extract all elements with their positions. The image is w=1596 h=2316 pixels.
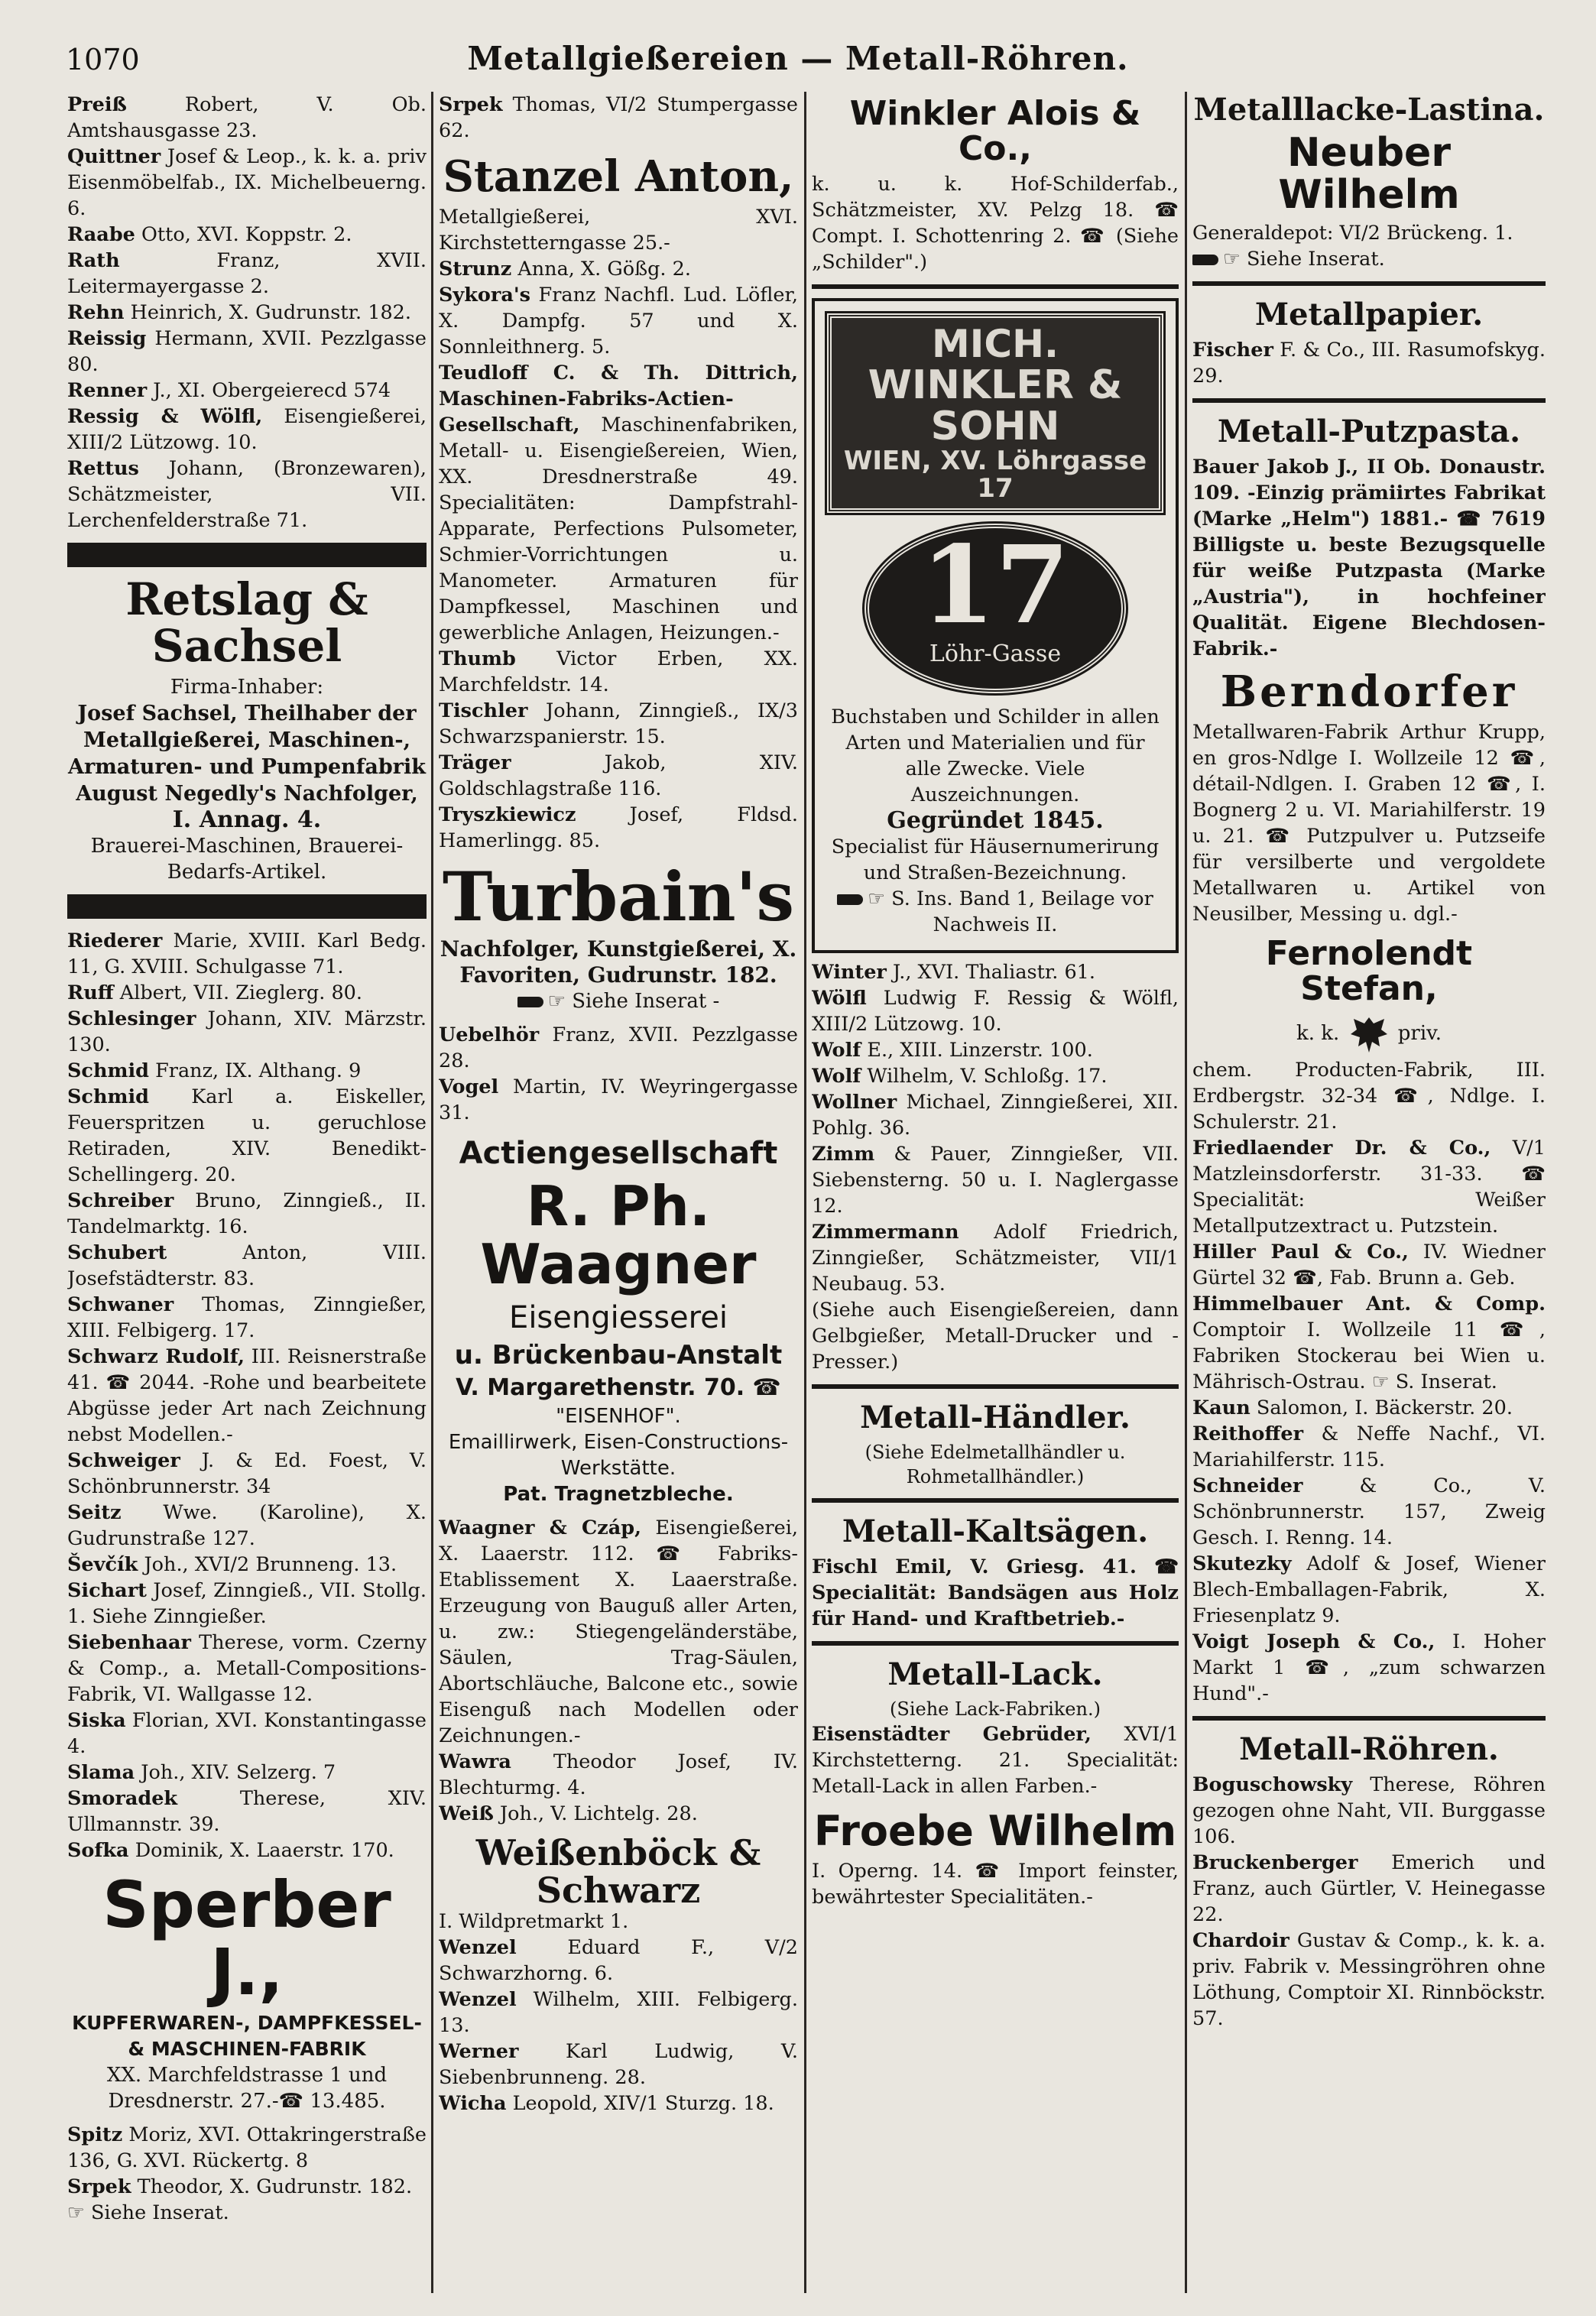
list-item: Spitz Moriz, XVI. Ottakringerstraße 136, G. XVI. Rückertg. 8 [67, 2123, 427, 2173]
list-item: Schubert Anton, VIII. Josefstädterstr. 83. [67, 1241, 427, 1290]
list-item: Seitz Wwe. (Karoline), X. Gudrunstraße 127. [67, 1500, 427, 1550]
list-item: Srpek Theodor, X. Gudrunstr. 182. [67, 2175, 413, 2199]
list-item: Werner Karl Ludwig, V. Siebenbrunneng. 28. [439, 2039, 798, 2089]
column-1 [67, 92, 427, 2293]
ad-footer: Brauerei-Maschinen, Brauerei-Bedarfs-Artikel. [90, 834, 404, 884]
list-item: Siska Florian, XVI. Konstantingasse 4. [67, 1708, 427, 1758]
column-rule [431, 92, 433, 2293]
ad-sperber [67, 1867, 427, 2114]
list-item: Fischl Emil, V. Griesg. 41. ☎ Specialität: Bandsägen aus Holz für Hand- und Kraftbetrieb.- [812, 1555, 1179, 1631]
list-item: ☞ Siehe Inserat. [67, 2201, 229, 2225]
plate-street: Löhr-Gasse [929, 641, 1062, 668]
ad-stanzel-title: Stanzel Anton, [443, 151, 794, 202]
ad-title: R. Ph. Waagner [480, 1174, 757, 1296]
ad-line: V. Margarethenstr. 70. ☎ [456, 1374, 781, 1402]
ad-winkler-title: Winkler Alois & Co., [849, 94, 1141, 169]
entry-list [439, 92, 798, 144]
entry-list [67, 92, 427, 534]
sign-line: MICH. [932, 322, 1059, 367]
list-item: Friedlaender Dr. & Co., V/1 Matzleinsdorferstr. 31-33. ☎ Specialität: Weißer Metallputzextract u. Putzstein. [1192, 1137, 1546, 1238]
ad-text: Generaldepot: VI/2 Brückeng. 1. [1192, 222, 1513, 245]
ad-line: Pat. Tragnetzbleche. [503, 1483, 734, 1507]
shop-sign [827, 313, 1163, 513]
divider-bar [812, 1384, 1179, 1389]
list-item: Zimm & Pauer, Zinngießer, VII. Siebensterng. 50 u. I. Naglergasse 12. [812, 1143, 1179, 1218]
ad-line: Josef Sachsel, Theilhaber der Metallgießerei, Maschinen-, Armaturen- und Pumpenfabrik August Negedly's Nachfolger, [68, 701, 426, 806]
running-head: Metallgießereien — Metall-Röhren. [467, 40, 1129, 77]
entry-list [439, 1935, 798, 2117]
list-item: Chardoir Gustav & Comp., k. k. a. priv. Fabrik v. Messingröhren ohne Löthung, Comptoir XI. Rinnböckstr. 57. [1192, 1929, 1546, 2031]
divider-bar [812, 284, 1179, 289]
ad-line: Emaillirwerk, Eisen-Constructions-Werkstätte. [448, 1431, 789, 1481]
ad-founded: Gegründet 1845. [887, 807, 1104, 835]
list-item: Preiß Robert, V. Ob. Amtshausgasse 23. [67, 93, 427, 142]
ad-reference: ☞ Siehe Inserat - [439, 988, 798, 1014]
list-item: Metallgießerei, XVI. Kirchstetterngasse 25.- [439, 205, 798, 255]
ad-reference: ☞ Siehe Inserat. [1192, 246, 1546, 272]
ad-title: Retslag & Sachsel [125, 573, 368, 672]
ad-text: Buchstaben und Schilder in allen Arten und Materialien und für alle Zwecke. Viele Auszeichnungen. [831, 706, 1160, 807]
ad-line: u. Brückenbau-Anstalt [454, 1340, 783, 1371]
list-item: Schmid Karl a. Eiskeller, Feuerspritzen u. geruchlose Retiraden, XIV. Benedikt-Schellingerg. 20. [67, 1085, 427, 1186]
ad-line: Eisengiesserei [509, 1300, 728, 1336]
list-item: Bruckenberger Emerich und Franz, auch Gürtler, V. Heinegasse 22. [1192, 1851, 1546, 1927]
entry-list [1192, 1772, 1546, 2032]
list-item: Siebenhaar Therese, vorm. Czerny & Comp., a. Metall-Compositions-Fabrik, VI. Wallgasse 12. [67, 1630, 427, 1706]
ad-text: Specialist für Häusernumerirung und Straßen-Bezeichnung. [831, 835, 1160, 885]
house-number-plate [864, 524, 1126, 693]
pointing-hand-icon [837, 894, 863, 905]
list-item: Skutezky Adolf & Josef, Wiener Blech-Emballagen-Fabrik, X. Friesenplatz 9. [1192, 1552, 1546, 1628]
ad-line: Actiengesellschaft [459, 1136, 778, 1172]
list-item: Bauer Jakob J., II Ob. Donaustr. 109. -Einzig prämiirtes Fabrikat (Marke „Helm") 1881.- ☎ 7619 Billigste u. beste Bezugsquelle für weiße Putzpasta (Marke „Austria"), in hochfeiner Qualität. Eigene Blechdosen-Fabrik.- [1192, 456, 1546, 661]
section-heading: Metall-Lack. [887, 1656, 1103, 1693]
section-heading: Metall-Putzpasta. [1217, 414, 1521, 450]
list-item: Schwarz Rudolf, III. Reisnerstraße 41. ☎ 2044. -Rohe und bearbeitete Abgüsse jeder Art nach Zeichnung nebst Modellen.- [67, 1345, 427, 1446]
column-3 [812, 92, 1179, 2293]
list-item: Ressig & Wölfl, Eisengießerei, XIII/2 Lützowg. 10. [67, 405, 427, 454]
ad-weissenboeck-title: Weißenböck & Schwarz [475, 1832, 761, 1911]
ad-turbain [439, 856, 798, 1014]
section-note: (Siehe Edelmetallhändler u. Rohmetallhändler.) [864, 1442, 1126, 1488]
list-item: Rettus Johann, (Bronzewaren), Schätzmeister, VII. Lerchenfelderstraße 71. [67, 457, 427, 532]
ad-waagner [439, 1134, 798, 1507]
ad-froebe-title: Froebe Wilhelm [813, 1807, 1177, 1856]
double-eagle-icon [1346, 1011, 1392, 1057]
list-item: Sofka Dominik, X. Laaerstr. 170. [67, 1838, 394, 1862]
list-item: Tischler Johann, Zinngieß., IX/3 Schwarzspanierstr. 15. [439, 699, 798, 748]
divider-bar [1192, 1716, 1546, 1721]
ad-title: Sperber J., [102, 1867, 391, 2009]
list-item: Raabe Otto, XVI. Koppstr. 2. [67, 223, 352, 246]
ad-title: Turbain's [442, 856, 795, 936]
list-item: Sykora's Franz Nachfl. Lud. Löfler, X. Dampfg. 57 und X. Sonnleithnerg. 5. [439, 283, 798, 358]
list-item: Tryszkiewicz Josef, Fldsd. Hamerlingg. 85. [439, 803, 798, 852]
list-item: Hiller Paul & Co., IV. Wiedner Gürtel 32 ☎, Fab. Brunn a. Geb. [1192, 1241, 1546, 1290]
ad-line: "EISENHOF". [556, 1405, 681, 1429]
sign-line: WIEN, XV. Löhrgasse 17 [843, 446, 1147, 504]
list-item: Schweiger J. & Ed. Foest, V. Schönbrunnerstr. 34 [67, 1448, 427, 1498]
page-number: 1070 [66, 43, 140, 76]
list-item: Reissig Hermann, XVII. Pezzlgasse 80. [67, 327, 427, 376]
entry-list [439, 1515, 798, 1827]
list-item: Wolf Wilhelm, V. Schloßg. 17. [812, 1065, 1108, 1088]
list-item: Boguschowsky Therese, Röhren gezogen ohne Naht, VII. Burggasse 106. [1192, 1773, 1546, 1849]
column-rule [1185, 92, 1187, 2293]
column-2 [439, 92, 798, 2293]
list-item: Wenzel Eduard F., V/2 Schwarzhorng. 6. [439, 1935, 798, 1985]
list-item: Rehn Heinrich, X. Gudrunstr. 182. [67, 301, 412, 324]
section-heading: Metallpapier. [1254, 297, 1484, 333]
ad-retslag-sachsel [67, 573, 427, 885]
sign-line: WINKLER & SOHN [868, 362, 1123, 450]
divider-bar [812, 1641, 1179, 1646]
list-item: Kaun Salomon, I. Bäckerstr. 20. [1192, 1396, 1513, 1420]
pointing-hand-icon [517, 997, 543, 1007]
section-heading: Metall-Händler. [860, 1400, 1130, 1436]
list-item: Ruff Albert, VII. Zieglerg. 80. [67, 981, 362, 1004]
ad-text: chem. Producten-Fabrik, III. Erdbergstr. 32-34 ☎, Ndlge. I. Schulerstr. 21. [1192, 1059, 1546, 1134]
list-item: Thumb Victor Erben, XX. Marchfeldstr. 14. [439, 647, 798, 696]
list-item: Renner J., XI. Obergeierecd 574 [67, 379, 391, 402]
ad-winkler-text: k. u. k. Hof-Schilderfab., Schätzmeister, XV. Pelzg 18. ☎ Compt. I. Schottenring 2. ☎ (Siehe „Schilder".) [812, 173, 1179, 274]
ad-subtitle: Firma-Inhaber: [170, 675, 324, 699]
list-item: Riederer Marie, XVIII. Karl Bedg. 11, G. XVIII. Schulgasse 71. [67, 929, 427, 978]
list-item: Wollner Michael, Zinngießerei, XII. Pohlg. 36. [812, 1091, 1179, 1140]
entry-list [439, 1022, 798, 1126]
list-item: Schwaner Thomas, Zinngießer, XIII. Felbigerg. 17. [67, 1293, 427, 1342]
list-item: Winter J., XVI. Thaliastr. 61. [812, 961, 1096, 984]
column-4 [1192, 92, 1546, 2293]
entry-list [67, 2122, 427, 2226]
divider-bar [67, 894, 427, 919]
list-item: Teudloff C. & Th. Dittrich, Maschinen-Fabriks-Actien-Gesellschaft, Maschinenfabriken, Metall- u. Eisengießereien, Wien, XX. Dresdnerstraße 49. Specialitäten: Dampfstrahl-Apparate, Perfections Pulsometer, Schmier-Vorrichtungen u. Manometer. Armaturen für Dampfkessel, Maschinen und gewerbliche Anlagen, Heizungen.- [439, 361, 798, 644]
entry-list [439, 204, 798, 854]
list-item: (Siehe auch Eisengießereien, dann Gelbgießer, Metall-Drucker und -Presser.) [812, 1299, 1179, 1374]
list-item: Schreiber Bruno, Zinngieß., II. Tandelmarktg. 16. [67, 1189, 427, 1238]
list-item: Waagner & Czáp, Eisengießerei, X. Laaerstr. 112. ☎ Fabriks-Etablissement X. Laaerstraße. Erzeugung von Bauguß aller Arten, u. zw.: Stiegengeländerstäbe, Säulen, Trag-Säulen, Abortschläuche, Balcone etc., sowie Eisenguß nach Modellen oder Zeichnungen.- [439, 1516, 798, 1748]
ad-address: I. Wildpretmarkt 1. [439, 1909, 629, 1933]
list-item: Eisenstädter Gebrüder, XVI/1 Kirchstetterng. 21. Specialität: Metall-Lack in allen Farben.- [812, 1723, 1179, 1799]
ad-neuber-title: Neuber Wilhelm [1278, 130, 1460, 218]
entry-list [1192, 1135, 1546, 1707]
list-item: Wolf E., XIII. Linzerstr. 100. [812, 1039, 1093, 1062]
divider-bar [67, 543, 427, 567]
list-item: Schmid Franz, IX. Althang. 9 [67, 1059, 362, 1082]
list-item: Wenzel Wilhelm, XIII. Felbigerg. 13. [439, 1987, 798, 2037]
list-item: Ševčík Joh., XVI/2 Brunneng. 13. [67, 1552, 397, 1576]
list-item: Strunz Anna, X. Gößg. 2. [439, 257, 691, 281]
pointing-hand-icon [1192, 255, 1218, 265]
plate-number: 17 [920, 523, 1070, 649]
divider-bar [812, 1498, 1179, 1503]
ad-address: XX. Marchfeldstrasse 1 und Dresdnerstr. 27.-☎ 13.485. [106, 2064, 388, 2113]
list-item: Quittner Josef & Leop., k. k. a. priv Eisenmöbelfab., IX. Michelbeuerng. 6. [67, 145, 427, 220]
entry-list [67, 928, 427, 1864]
list-item: Smoradek Therese, XIV. Ullmannstr. 39. [67, 1786, 427, 1836]
section-heading: Metall-Röhren. [1239, 1731, 1499, 1768]
section-heading: Metalllacke-Lastina. [1193, 92, 1545, 128]
divider-bar [1192, 281, 1546, 286]
list-item: Fischer F. & Co., III. Rasumofskyg. 29. [1192, 339, 1546, 388]
entry-list [812, 959, 1179, 1375]
section-note: (Siehe Lack-Fabriken.) [890, 1698, 1101, 1721]
list-item: Voigt Joseph & Co., I. Hoher Markt 1 ☎, „zum schwarzen Hund".- [1192, 1630, 1546, 1706]
list-item: Reithoffer & Neffe Nachf., VI. Mariahilferstr. 115. [1192, 1422, 1546, 1472]
list-item: Srpek Thomas, VI/2 Stumpergasse 62. [439, 93, 798, 142]
list-item: Wölfl Ludwig F. Ressig & Wölfl, XIII/2 Lützowg. 10. [812, 987, 1179, 1036]
list-item: Slama Joh., XIV. Selzerg. 7 [67, 1760, 336, 1784]
list-item: Uebelhör Franz, XVII. Pezzlgasse 28. [439, 1023, 798, 1073]
list-item: Himmelbauer Ant. & Comp. Comptoir I. Wollzeile 11 ☎, Fabriken Stockerau bei Wien u. Mährisch-Ostrau. ☞ S. Inserat. [1192, 1293, 1546, 1394]
list-item: Wawra Theodor Josef, IV. Blechturmg. 4. [439, 1750, 798, 1800]
list-item: Schlesinger Johann, XIV. Märzstr. 130. [67, 1007, 427, 1056]
column-rule [804, 92, 806, 2293]
list-item: Sichart Josef, Zinngieß., VII. Stollg. 1. Siehe Zinngießer. [67, 1578, 427, 1628]
list-item: Vogel Martin, IV. Weyringergasse 31. [439, 1075, 798, 1125]
list-item: Schneider & Co., V. Schönbrunnerstr. 157, Zweig Gesch. I. Renng. 14. [1192, 1474, 1546, 1550]
ad-berndorfer-title: Berndorfer [1220, 667, 1518, 718]
list-item: Träger Jakob, XIV. Goldschlagstraße 116. [439, 751, 798, 800]
list-item: Wicha Leopold, XIV/1 Sturzg. 18. [439, 2091, 774, 2115]
list-item: Zimmermann Adolf Friedrich, Zinngießer, Schätzmeister, VII/1 Neubaug. 53. [812, 1221, 1179, 1296]
ad-winkler-sohn [812, 298, 1179, 953]
ad-fernolendt-title: Fernolendt Stefan, [1265, 933, 1473, 1009]
list-item: Rath Franz, XVII. Leitermayergasse 2. [67, 249, 427, 298]
ad-text: Nachfolger, Kunstgießerei, X. Favoriten, Gudrunstr. 182. [440, 936, 797, 988]
section-heading: Metall-Kaltsägen. [842, 1513, 1149, 1550]
divider-bar [1192, 398, 1546, 403]
ad-crest-line: k. k. priv. [1192, 1011, 1546, 1057]
ad-text: I. Operng. 14. ☎ Import feinster, bewährtester Specialitäten.- [812, 1860, 1179, 1909]
ad-reference: ☞ S. Ins. Band 1, Beilage vor Nachweis II. [827, 886, 1163, 938]
ad-text: Metallwaren-Fabrik Arthur Krupp, en gros-Ndlge I. Wollzeile 12 ☎, détail-Ndlgen. I. Graben 12 ☎, I. Bognerg 2 u. VI. Mariahilferstr. 19 u. 21. ☎ Putzpulver u. Putzseife für versilberte und vergoldete Metallwaren u. Artikel von Neusilber, Messing u. dgl.- [1192, 720, 1546, 926]
list-item: Weiß Joh., V. Lichtelg. 28. [439, 1802, 698, 1826]
ad-line: I. Annag. 4. [172, 806, 322, 833]
ad-subtitle: KUPFERWAREN-, DAMPFKESSEL- & MASCHINEN-FABRIK [72, 2012, 422, 2061]
